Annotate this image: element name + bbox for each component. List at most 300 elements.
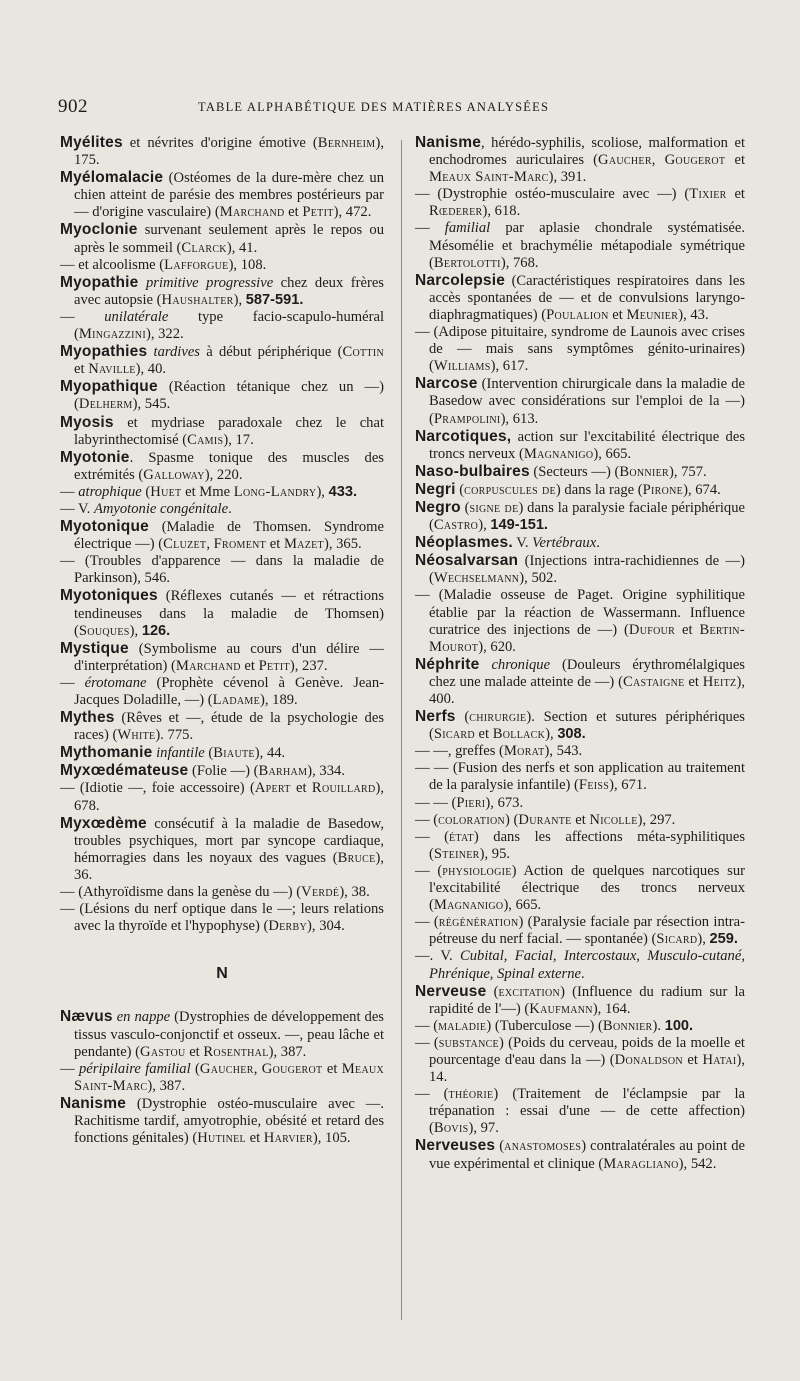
right-column [415,134,745,1173]
index-entry [415,863,745,914]
entry-text: survenant seulement après le repos ou après le sommeil ( [74,222,384,256]
index-entry [415,708,745,743]
entry-text: ), 304. [307,918,345,935]
entry-text: ), 38. [339,884,370,901]
entry-text: ), 757. [668,463,707,480]
entry-text: ), 387. [268,1043,307,1060]
entry-text: (Folie —) ( [188,763,259,780]
index-entry [415,760,745,794]
index-entry [60,518,384,553]
author-or-rubric: Heitz [702,673,737,690]
entry-text: (Prophète cévenol à Genève. Jean-Jacques Doladille, —) ( [74,674,384,708]
author-or-rubric: Meaux Saint-Marc [74,1060,385,1094]
author-or-rubric: Hatai [702,1051,737,1068]
index-entry [415,534,745,552]
author-or-rubric: Kaufmann [529,1000,593,1017]
right-entries [415,134,745,1173]
entry-text: — (Maladie osseuse de Paget. Origine syphilitique établie par la réaction de Wassermann. Influence curatrice des injections de —) ( [415,587,745,638]
index-entry [60,553,384,587]
index-entry [415,743,745,760]
headword: Myotonie [60,448,130,466]
author-or-rubric: excitation [498,983,561,1000]
entry-text: — ( [415,1086,449,1103]
entry-text: ( [486,983,499,1000]
headword: Mythes [60,709,115,727]
entry-text: — (Idiotie —, foie accessoire) ( [60,780,255,797]
headword: Myotoniques [60,587,158,605]
author-or-rubric: Souques [78,622,130,639]
entry-text: — (Troubles d'apparence — dans la maladie de Parkinson), 546. [60,553,384,587]
index-entry [60,587,384,639]
entry-text: ), 108. [228,256,267,273]
italic-term: familial [444,220,491,237]
entry-text: — [415,220,445,237]
entry-text: et [675,621,700,638]
author-or-rubric: Petit [258,657,290,674]
author-or-rubric: Mazet [283,536,324,553]
entry-text: — ( [415,811,439,828]
entry-text: , hérédo-syphilis, scoliose, malformation et enchodromes auriculaires ( [429,135,745,169]
entry-text: ), 671. [609,777,647,794]
entry-text: et [474,726,493,743]
index-entry [60,744,384,762]
entry-text: ) dans les affections méta-syphilitiques ( [429,828,745,862]
index-entry [60,884,384,901]
bold-page-ref: 126. [141,622,171,639]
entry-text: ), 322. [145,326,184,343]
entry-text: — — ( [415,794,457,811]
italic-term: péripilaire familial [78,1060,191,1077]
author-or-rubric: Magnanigo [433,897,504,914]
entry-text: . [596,535,600,552]
column-divider [401,140,402,1320]
entry-text: — (Athyroïdisme dans la genèse du —) ( [60,884,302,901]
entry-text: ), 237. [289,657,328,674]
headword: Nævus [60,1008,113,1026]
index-entry [60,274,384,309]
headword: Myélomalacie [60,169,164,187]
author-or-rubric: Bertolotti [433,254,501,271]
headword: Myopathique [60,378,158,396]
entry-text: . [228,500,232,517]
index-entry [415,324,745,375]
entry-text: V. [512,535,533,552]
author-or-rubric: Sicard [656,931,698,948]
author-or-rubric: Feiss [578,777,610,794]
index-entry [60,815,384,884]
author-or-rubric: Camis [187,431,224,448]
author-or-rubric: Apert [254,780,291,797]
entry-text: ) (Traitement de l'éclampsie par la trépanation : essai d'une — de cette affection) ( [429,1086,745,1137]
author-or-rubric: anastomoses [504,1138,582,1155]
entry-text: (Dystrophie ostéo-musculaire avec —. Rachitisme tardif, amyotrophie, obésité et retard des fonctions génitales) ( [74,1095,384,1147]
entry-text: ), 472. [333,204,372,221]
headword: Nerveuses [415,1137,496,1155]
author-or-rubric: Naville [88,361,136,378]
entry-text: (Injections intra-rachidiennes de —) ( [429,553,745,587]
entry-text: — [60,674,85,691]
author-or-rubric: Morat [503,743,545,760]
entry-text: — —, greffes ( [415,743,504,760]
index-entry [415,463,745,481]
author-or-rubric: Dufour [628,621,676,638]
author-or-rubric: Williams [433,358,491,375]
entry-text: ), 14. [429,1051,745,1086]
index-entry [60,762,384,780]
headword: Mythomanie [60,744,153,762]
entry-text: ( [460,499,470,516]
entry-text: , [651,152,665,169]
entry-text: ) dans la paralysie faciale périphérique ( [429,499,746,534]
author-or-rubric: White [117,727,156,744]
entry-text: ), 220. [204,466,243,483]
entry-text: ), 189. [260,692,298,708]
headword: Nanisme [60,1094,127,1112]
entry-text: et [240,657,259,674]
entry-text: chez deux frères avec autopsie ( [74,274,384,308]
bold-page-ref: 259. [709,931,738,948]
headword: Nerfs [415,708,456,726]
entry-text: et [290,780,312,797]
entry-text: et Mme [181,483,234,500]
headword: Narcose [415,375,478,393]
index-entry [60,1095,384,1147]
entry-text: ), 44. [254,745,286,762]
italic-term: unilatérale [104,308,169,325]
entry-text: (Réaction tétanique chez un —) ( [74,379,384,413]
entry-text: (Intervention chirurgicale dans la maladie de Basedow avec considérations sur l'emploi de la —) ( [429,376,745,427]
author-or-rubric: Pirone [642,481,684,498]
author-or-rubric: Galloway [143,466,205,483]
author-or-rubric: Rœderer [429,203,483,220]
entry-text: ), 105. [312,1130,351,1147]
entry-text: et [682,1051,703,1068]
headword: Myxœdémateuse [60,762,189,780]
author-or-rubric: Nicolle [589,811,638,828]
entry-text: . Spasme tonique des muscles des extrémités ( [74,449,384,483]
section-letter: N [216,965,228,983]
entry-text: (Caractéristiques respiratoires dans les accès spontanées de — et de convulsions laryngo-diaphragmatiques) ( [429,272,745,323]
entry-text: , [253,1060,262,1077]
entry-text: (Rêves et —, étude de la psychologie des races) ( [74,710,384,744]
index-entry [415,1086,745,1137]
author-or-rubric: Meunier [626,306,679,323]
entry-text: — [60,308,105,325]
entry-text: ) Action de quelques narcotiques sur l'excitabilité électrique des troncs nerveux ( [429,862,745,914]
entry-text: ), [697,931,710,948]
author-or-rubric: Bernheim [317,135,376,151]
bold-page-ref: 433. [328,483,358,500]
page-header [58,96,760,120]
author-or-rubric: Durante [518,811,572,828]
author-or-rubric: physiologie [442,862,512,879]
index-entry [415,186,745,220]
entry-text: ), 297. [637,811,676,828]
author-or-rubric: Ladame [212,692,260,708]
author-or-rubric: Gastou [140,1043,186,1060]
index-entry [415,829,745,863]
index-entry [60,343,384,378]
index-entry [415,375,745,427]
entry-text: ) (Paralysie faciale par résection intra-pétreuse du nerf facial. — spontanée) ( [429,914,745,948]
entry-text: ). [652,1017,665,1034]
entry-text: ), 673. [485,794,524,811]
index-entry [415,983,745,1018]
index-entry [60,901,384,935]
author-or-rubric: Marchand [219,204,285,221]
entry-text: et [684,673,703,690]
author-or-rubric: Cottin [342,344,384,361]
index-entry [60,449,384,484]
index-entry [60,1061,384,1095]
entry-text: — ( [415,1034,439,1051]
index-entry [415,428,745,463]
index-entry [415,1137,745,1172]
index-entry [60,501,384,518]
author-or-rubric: Rouillard [311,780,376,797]
author-or-rubric: Hutinel [197,1130,246,1147]
entry-text: ( [495,1138,505,1155]
index-entry [415,552,745,587]
author-or-rubric: Bertin-Mourot [429,621,745,655]
entry-text: ), 768. [500,254,539,271]
entry-text: ), 543. [544,743,583,760]
entry-text: ). Section et sutures périphériques ( [429,709,745,743]
entry-text: ). 775. [155,727,194,744]
author-or-rubric: Haushalter [161,291,234,308]
headword: Narcotiques, [415,427,512,445]
author-or-rubric: Bruce [337,849,376,866]
index-entry [415,914,745,948]
headword: Néosalvarsan [415,552,519,570]
italic-term: érotomane [84,674,147,691]
entry-text: ), 40. [135,361,167,378]
index-entry [415,587,745,655]
entry-text: ), 17. [223,431,254,448]
running-title: TABLE ALPHABÉTIQUE DES MATIÈRES ANALYSÉES [198,100,550,114]
author-or-rubric: Bonnier [619,463,669,480]
index-entry [415,481,745,499]
index-entry [415,656,745,708]
author-or-rubric: maladie [438,1017,487,1034]
entry-text: et névrites d'origine émotive ( [122,135,318,151]
author-or-rubric: Meaux Saint-Marc [429,169,549,186]
author-or-rubric: Bollack [492,726,546,743]
entry-text: ), 365. [323,536,362,553]
index-entry [415,272,745,324]
entry-text: consécutif à la maladie de Basedow, troubles psychiques, mort par syncope cardiaque, hémorragies dans les noyaux des vagues ( [74,815,384,866]
entry-text: et [608,306,627,323]
entry-text: type facio-scapulo-huméral ( [74,308,384,343]
entry-text: — ( [415,862,443,879]
author-or-rubric: Gaucher [199,1060,254,1077]
index-entry [60,675,384,709]
headword: Myélites [60,134,123,151]
author-or-rubric: Magnanigo [523,445,594,462]
entry-text: ) (Tuberculose —) ( [486,1017,603,1034]
entry-text: et [284,204,303,221]
entry-text [138,275,146,291]
entry-text: ), 617. [490,358,529,375]
entry-text: et [245,1130,264,1147]
author-or-rubric: régénération [438,914,519,931]
author-or-rubric: substance [438,1034,499,1051]
author-or-rubric: Derby [268,918,308,935]
headword: Néoplasmes. [415,534,513,552]
entry-text: ), 97. [468,1120,499,1137]
entry-text: ) (Influence du radium sur la rapidité de l'—) ( [429,983,746,1017]
italic-term: chronique [491,656,551,673]
entry-text: ), [316,483,329,500]
index-entry [415,1018,745,1035]
entry-text: (Secteurs —) ( [529,463,620,480]
headword: Naso-bulbaires [415,462,530,480]
author-or-rubric: Verdé [301,884,340,901]
entry-text: ( [455,709,470,726]
entry-text: et [571,811,590,828]
author-or-rubric: Marchand [175,657,241,674]
page-number: 902 [58,96,88,117]
entry-text: — (Lésions du nerf optique dans le —; leurs relations avec la thyroïde et l'hypophyse) ( [60,901,384,935]
entry-text: (Douleurs érythromélalgiques chez une malade atteinte de —) ( [429,656,745,690]
entry-text: (Maladie de Thomsen. Syndrome électrique —) ( [74,519,384,553]
author-or-rubric: Pieri [456,794,486,811]
entry-text: ), 400. [429,673,745,707]
italic-term: tardives [153,344,200,361]
entry-text: par aplasie chondrale systématisée. Mésomélie et brachymélie métapodiale symétrique ( [429,220,745,271]
author-or-rubric: Clarck [181,239,227,256]
index-entry [60,221,384,256]
author-or-rubric: Cluzet [163,536,207,553]
entry-text: et [725,152,745,169]
author-or-rubric: Lafforgue [164,256,229,273]
entry-text: ), 613. [500,410,539,427]
headword: Néphrite [415,655,480,673]
index-entry [415,795,745,812]
index-entry [60,640,384,675]
bold-page-ref: 100. [664,1017,694,1034]
entry-text: ), 545. [132,396,171,413]
author-or-rubric: coloration [438,811,505,828]
author-or-rubric: Bonnier [602,1017,653,1034]
headword: Myoclonie [60,221,138,239]
entry-text: ( [141,483,151,500]
entry-text: — (Adipose pituitaire, syndrome de Launois avec crises de — mais sans symptômes génito-urinaires) ( [415,324,745,375]
entry-text: et [266,536,284,553]
index-entry [60,378,384,413]
author-or-rubric: Delherm [78,396,133,413]
entry-text: ), 665. [593,445,632,462]
index-entry [415,812,745,829]
entry-text: , [206,536,214,553]
bold-page-ref: 308. [557,726,586,743]
italic-term: infantile [156,745,205,762]
entry-text: (Réflexes cutanés — et rétractions tendineuses dans la maladie de Thomsen) ( [74,588,384,639]
italic-term: primitive progressive [145,274,274,291]
index-entry [415,948,745,982]
bold-page-ref: 149-151. [490,517,548,534]
index-entry [60,257,384,274]
entry-text: ( [190,1060,200,1077]
index-entry [415,499,745,534]
index-entry [60,484,384,501]
headword: Narcolepsie [415,271,506,289]
entry-text: ), 618. [482,203,521,220]
entry-text: et mydriase paradoxale chez le chat labyrinthectomisé ( [74,414,384,448]
entry-text: ), 542. [678,1155,717,1172]
entry-text: ) ( [505,811,519,828]
headword: Myopathies [60,343,148,361]
author-or-rubric: Long-Landry [233,483,317,500]
entry-text: et [726,186,745,203]
author-or-rubric: Maragliano [603,1155,679,1172]
author-or-rubric: Froment [213,536,267,553]
author-or-rubric: théorie [448,1086,494,1103]
index-entry [60,709,384,744]
entry-text: à début périphérique ( [200,344,343,361]
index-entry [60,1008,384,1060]
entry-text: — (Dystrophie ostéo-musculaire avec —) ( [415,186,690,203]
index-entry [60,780,384,814]
entry-text: —. V. [415,948,460,965]
entry-text: ), 391. [548,169,587,186]
author-or-rubric: Wechselmann [433,570,520,587]
headword: Negri [415,480,456,498]
author-or-rubric: Barham [258,763,308,780]
left-entries [60,134,384,935]
entry-text: ), 387. [147,1077,186,1094]
entry-text: ), 95. [479,845,511,862]
author-or-rubric: Donaldson [614,1051,683,1068]
entry-text: — — (Fusion des nerfs et son application au traitement de la paralysie infantile) ( [415,760,745,794]
author-or-rubric: Castaigne [622,673,685,690]
entry-text: — ( [415,914,439,931]
author-or-rubric: état [449,828,474,845]
entry-text: ), 41. [226,239,258,256]
italic-term: Cubital, Facial, Intercostaux, Musculo-cutané, Phrénique, Spinal externe [429,948,745,982]
author-or-rubric: signe de [469,499,519,516]
headword: Myotonique [60,518,149,536]
author-or-rubric: Prampolini [433,410,501,427]
bold-page-ref: 587-591. [245,291,304,308]
author-or-rubric: Tixier [689,186,727,203]
entry-text: ) dans la rage ( [555,481,643,498]
entry-text: ), 674. [683,481,721,498]
headword: Mystique [60,639,129,657]
index-entry [60,309,384,343]
italic-term: atrophique [78,483,142,500]
headword: Myxœdème [60,814,147,832]
author-or-rubric: corpuscules de [464,481,556,498]
headword: Nerveuse [415,982,487,1000]
index-entry [415,220,745,271]
author-or-rubric: Gougerot [664,152,726,169]
entry-text: — ( [415,1017,439,1034]
entry-text: ), [545,726,558,743]
entry-text: . [580,965,585,982]
entry-text: ) contralatérales au point de vue expérimental et clinique ( [429,1138,746,1172]
headword: Myosis [60,413,114,431]
entry-text: ), [233,291,246,308]
entry-text: — [60,483,79,500]
entry-text: (Dystrophies de développement des tissus vasculo-conjonctif et osseux. —, peau lâche et pendante) ( [74,1009,384,1060]
index-entry [60,169,384,221]
author-or-rubric: Gougerot [261,1060,323,1077]
left-entries-after-letter [60,1008,384,1147]
index-entry [415,1035,745,1086]
italic-term: Vertébraux [532,535,597,552]
headword: Nanisme [415,134,482,151]
